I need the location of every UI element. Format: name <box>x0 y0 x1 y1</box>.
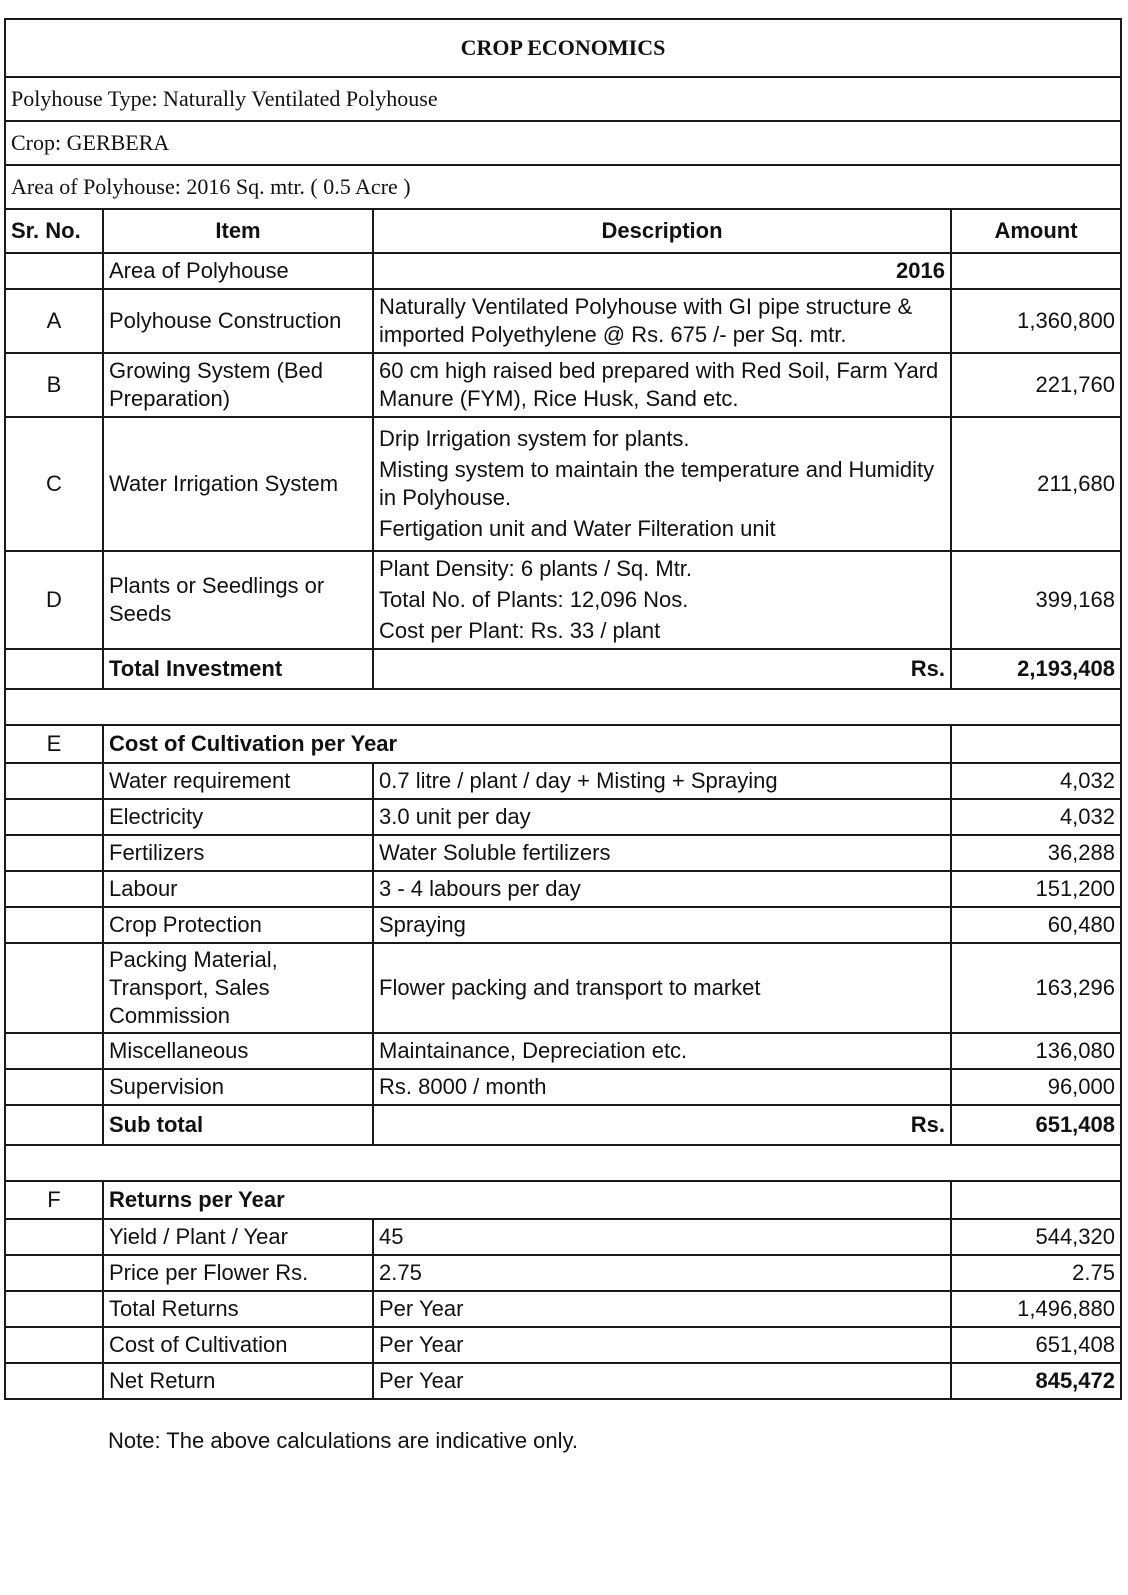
section-title: Cost of Cultivation per Year <box>103 725 951 763</box>
amount-cell: 96,000 <box>951 1069 1121 1105</box>
title-row <box>5 19 1121 77</box>
amount-cell: 36,288 <box>951 835 1121 871</box>
amount-cell: 211,680 <box>951 417 1121 551</box>
item-cell: Supervision <box>103 1069 373 1105</box>
column-header-description: Description <box>373 209 951 253</box>
amount-cell: 151,200 <box>951 871 1121 907</box>
area-row <box>5 253 1121 289</box>
item-cell: Plants or Seedlings or Seeds <box>103 551 373 649</box>
amount-cell: 1,360,800 <box>951 289 1121 353</box>
sr-no <box>5 1033 103 1069</box>
description-cell: 3 - 4 labours per day <box>373 871 951 907</box>
sr-no <box>5 1069 103 1105</box>
section-title: Returns per Year <box>103 1181 951 1219</box>
description-cell: 3.0 unit per day <box>373 799 951 835</box>
amount-cell: 845,472 <box>951 1363 1121 1399</box>
polyhouse-area: Area of Polyhouse: 2016 Sq. mtr. ( 0.5 Acre ) <box>5 165 1121 209</box>
item-cell: Price per Flower Rs. <box>103 1255 373 1291</box>
info-row-crop <box>5 121 1121 165</box>
sr-no <box>5 871 103 907</box>
item-cell: Miscellaneous <box>103 1033 373 1069</box>
spacer-row <box>5 689 1121 725</box>
section-amount <box>951 725 1121 763</box>
total-amount: 651,408 <box>951 1105 1121 1145</box>
amount-cell: 221,760 <box>951 353 1121 417</box>
description-cell: Flower packing and transport to market <box>373 943 951 1033</box>
item-cell: Packing Material, Transport, Sales Commission <box>103 943 373 1033</box>
polyhouse-type: Polyhouse Type: Naturally Ventilated Polyhouse <box>5 77 1121 121</box>
description-cell: Maintainance, Depreciation etc. <box>373 1033 951 1069</box>
description-cell: Water Soluble fertilizers <box>373 835 951 871</box>
amount-cell: 399,168 <box>951 551 1121 649</box>
description-line: Drip Irrigation system for plants. <box>379 426 690 451</box>
sr-no <box>5 799 103 835</box>
amount-cell: 651,408 <box>951 1327 1121 1363</box>
table-row <box>5 871 1121 907</box>
column-header-row <box>5 209 1121 253</box>
area-item: Area of Polyhouse <box>103 253 373 289</box>
table-row <box>5 551 1121 649</box>
table-row <box>5 1033 1121 1069</box>
footnote: Note: The above calculations are indicative only. <box>108 1428 579 1453</box>
description-cell: 45 <box>373 1219 951 1255</box>
crop-name: Crop: GERBERA <box>5 121 1121 165</box>
description-line: Misting system to maintain the temperature and Humidity in Polyhouse. <box>379 457 935 510</box>
sr-no <box>5 835 103 871</box>
description-cell: 0.7 litre / plant / day + Misting + Spraying <box>373 763 951 799</box>
table-row <box>5 1291 1121 1327</box>
sr-no: C <box>5 417 103 551</box>
description-cell: 2.75 <box>373 1255 951 1291</box>
item-cell: Polyhouse Construction <box>103 289 373 353</box>
total-currency: Rs. <box>373 649 951 689</box>
description-cell: Rs. 8000 / month <box>373 1069 951 1105</box>
amount-cell: 163,296 <box>951 943 1121 1033</box>
description-line: Total No. of Plants: 12,096 Nos. <box>379 587 689 612</box>
table-row <box>5 907 1121 943</box>
amount-cell: 136,080 <box>951 1033 1121 1069</box>
total-investment-row <box>5 649 1121 689</box>
sr-no <box>5 943 103 1033</box>
sr-no <box>5 1219 103 1255</box>
table-row <box>5 943 1121 1033</box>
sr-no <box>5 1105 103 1145</box>
item-cell: Net Return <box>103 1363 373 1399</box>
item-cell: Fertilizers <box>103 835 373 871</box>
sr-no <box>5 1291 103 1327</box>
description-cell: Spraying <box>373 907 951 943</box>
sr-no <box>5 1255 103 1291</box>
total-amount: 2,193,408 <box>951 649 1121 689</box>
sr-no <box>5 1363 103 1399</box>
description-line: Naturally Ventilated Polyhouse with GI pipe structure & imported Polyethylene @ Rs. 675 /- per Sq. mtr. <box>379 294 913 347</box>
description-cell <box>373 353 951 417</box>
amount-cell: 60,480 <box>951 907 1121 943</box>
table-row <box>5 353 1121 417</box>
amount-cell: 1,496,880 <box>951 1291 1121 1327</box>
item-cell: Water requirement <box>103 763 373 799</box>
table-row <box>5 835 1121 871</box>
amount-cell: 4,032 <box>951 799 1121 835</box>
section-header <box>5 725 1121 763</box>
description-line: Cost per Plant: Rs. 33 / plant <box>379 618 661 643</box>
sr-no: A <box>5 289 103 353</box>
table-row <box>5 1363 1121 1399</box>
table-row <box>5 1219 1121 1255</box>
table-row <box>5 799 1121 835</box>
column-header-sr: Sr. No. <box>5 209 103 253</box>
subtotal-row <box>5 1105 1121 1145</box>
table-row <box>5 1069 1121 1105</box>
section-header <box>5 1181 1121 1219</box>
item-cell: Electricity <box>103 799 373 835</box>
description-line: 60 cm high raised bed prepared with Red Soil, Farm Yard Manure (FYM), Rice Husk, Sand etc. <box>379 358 939 411</box>
section-sr: E <box>5 725 103 763</box>
table-row <box>5 289 1121 353</box>
item-cell: Growing System (Bed Preparation) <box>103 353 373 417</box>
description-cell <box>373 417 951 551</box>
section-sr: F <box>5 1181 103 1219</box>
info-row-area <box>5 165 1121 209</box>
description-cell: Per Year <box>373 1327 951 1363</box>
total-currency: Rs. <box>373 1105 951 1145</box>
page-title: CROP ECONOMICS <box>5 19 1121 77</box>
sr-no <box>5 649 103 689</box>
item-cell: Total Returns <box>103 1291 373 1327</box>
amount-cell: 2.75 <box>951 1255 1121 1291</box>
item-cell: Labour <box>103 871 373 907</box>
description-line: Fertigation unit and Water Filteration unit <box>379 516 776 541</box>
description-cell: Per Year <box>373 1363 951 1399</box>
table-row <box>5 763 1121 799</box>
item-cell: Cost of Cultivation <box>103 1327 373 1363</box>
total-label: Total Investment <box>103 649 373 689</box>
total-label: Sub total <box>103 1105 373 1145</box>
amount-cell: 4,032 <box>951 763 1121 799</box>
sr-no: B <box>5 353 103 417</box>
info-row-type <box>5 77 1121 121</box>
sr-no <box>5 1327 103 1363</box>
section-amount <box>951 1181 1121 1219</box>
spacer-cell <box>5 1145 1121 1181</box>
area-amount <box>951 253 1121 289</box>
sr-no <box>5 763 103 799</box>
table-row <box>5 1327 1121 1363</box>
description-cell <box>373 289 951 353</box>
column-header-item: Item <box>103 209 373 253</box>
description-cell: Per Year <box>373 1291 951 1327</box>
area-value: 2016 <box>373 253 951 289</box>
spacer-row <box>5 1145 1121 1181</box>
crop-economics-table <box>4 18 1122 1400</box>
item-cell: Crop Protection <box>103 907 373 943</box>
item-cell: Yield / Plant / Year <box>103 1219 373 1255</box>
amount-cell: 544,320 <box>951 1219 1121 1255</box>
area-sr <box>5 253 103 289</box>
description-line: Plant Density: 6 plants / Sq. Mtr. <box>379 556 693 581</box>
item-cell: Water Irrigation System <box>103 417 373 551</box>
sr-no <box>5 907 103 943</box>
column-header-amount: Amount <box>951 209 1121 253</box>
sr-no: D <box>5 551 103 649</box>
description-cell <box>373 551 951 649</box>
table-row <box>5 1255 1121 1291</box>
spacer-cell <box>5 689 1121 725</box>
table-row <box>5 417 1121 551</box>
